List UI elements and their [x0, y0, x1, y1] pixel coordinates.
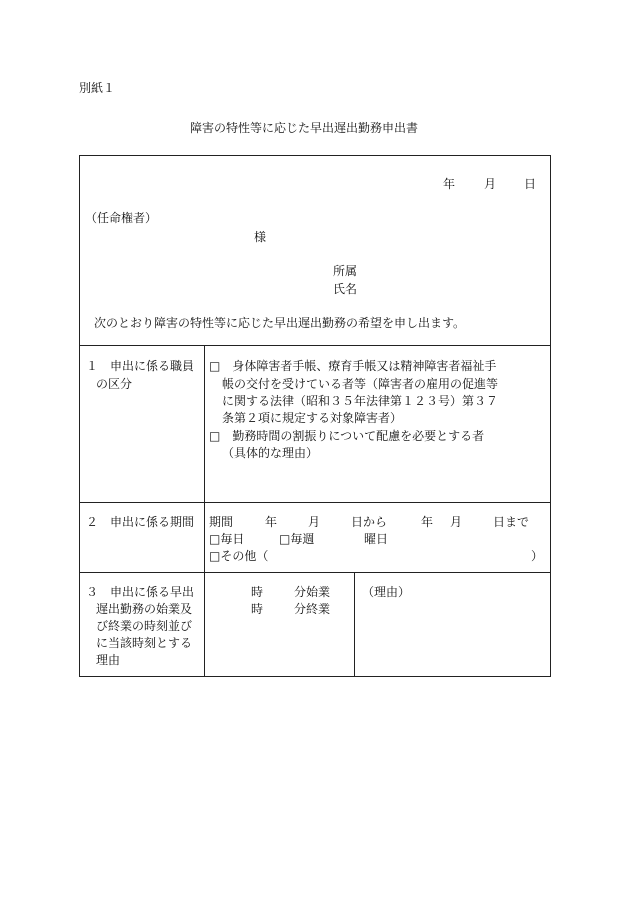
category-label-line-2: の区分	[96, 377, 133, 391]
category-option-1-line-2: 帳の交付を受けている者等（障害者の雇用の促進等	[222, 377, 499, 391]
start-hour: 時	[251, 585, 264, 599]
time-label-line-1: ３ 申出に係る早出	[86, 585, 195, 599]
period-daily-checkbox[interactable]: □毎日	[209, 532, 245, 546]
category-label-line-1: １ 申出に係る職員	[86, 359, 195, 373]
appointer-label: （任命権者）	[85, 211, 158, 225]
category-option-1-line-3: に関する法律（昭和３５年法律第１２３号）第３７	[222, 394, 499, 408]
period-year-1: 年	[265, 515, 278, 529]
time-label-line-3: び終業の時刻並び	[96, 619, 193, 633]
period-other-checkbox[interactable]: □その他（	[209, 549, 269, 563]
affiliation-label: 所属	[333, 264, 358, 278]
period-label: ２ 申出に係る期間	[86, 515, 195, 529]
time-reason-label: （理由）	[362, 585, 411, 599]
time-label-line-2: 遅出勤務の始業及	[96, 602, 193, 616]
category-option-2-line-1[interactable]: □ 勤務時間の割振りについて配慮を必要とする者	[209, 429, 485, 443]
date-year: 年	[443, 177, 456, 191]
honorific-sama: 様	[254, 230, 267, 244]
attachment-label: 別紙１	[79, 81, 116, 95]
end-hour: 時	[251, 602, 264, 616]
period-year-2: 年	[421, 515, 434, 529]
time-label-line-4: に当該時刻とする	[96, 636, 193, 650]
request-statement: 次のとおり障害の特性等に応じた早出遅出勤務の希望を申し出ます。	[94, 316, 466, 330]
period-weekly-checkbox[interactable]: □毎週	[279, 532, 315, 546]
period-day-until: 日まで	[493, 515, 530, 529]
period-other-close: ）	[531, 549, 544, 563]
name-label: 氏名	[333, 282, 358, 296]
time-label-line-5: 理由	[96, 653, 121, 667]
category-option-2-line-2: （具体的な理由）	[222, 446, 319, 460]
divider-applicant	[79, 345, 551, 346]
period-day-from: 日から	[351, 515, 388, 529]
divider-category	[79, 502, 551, 503]
time-reason-divider	[354, 572, 355, 677]
date-month: 月	[484, 177, 497, 191]
category-option-1-line-4: 条第２項に規定する対象障害者）	[222, 411, 403, 425]
period-month-2: 月	[450, 515, 463, 529]
date-day: 日	[524, 177, 537, 191]
period-field-label: 期間	[209, 515, 234, 529]
label-column-divider	[204, 345, 205, 677]
page-title: 障害の特性等に応じた早出遅出勤務申出書	[190, 121, 419, 135]
period-weekday: 曜日	[364, 532, 389, 546]
divider-period	[79, 572, 551, 573]
period-month-1: 月	[308, 515, 321, 529]
start-minute: 分始業	[294, 585, 331, 599]
end-minute: 分終業	[294, 602, 331, 616]
category-option-1-line-1[interactable]: □ 身体障害者手帳、療育手帳又は精神障害者福祉手	[209, 359, 497, 373]
